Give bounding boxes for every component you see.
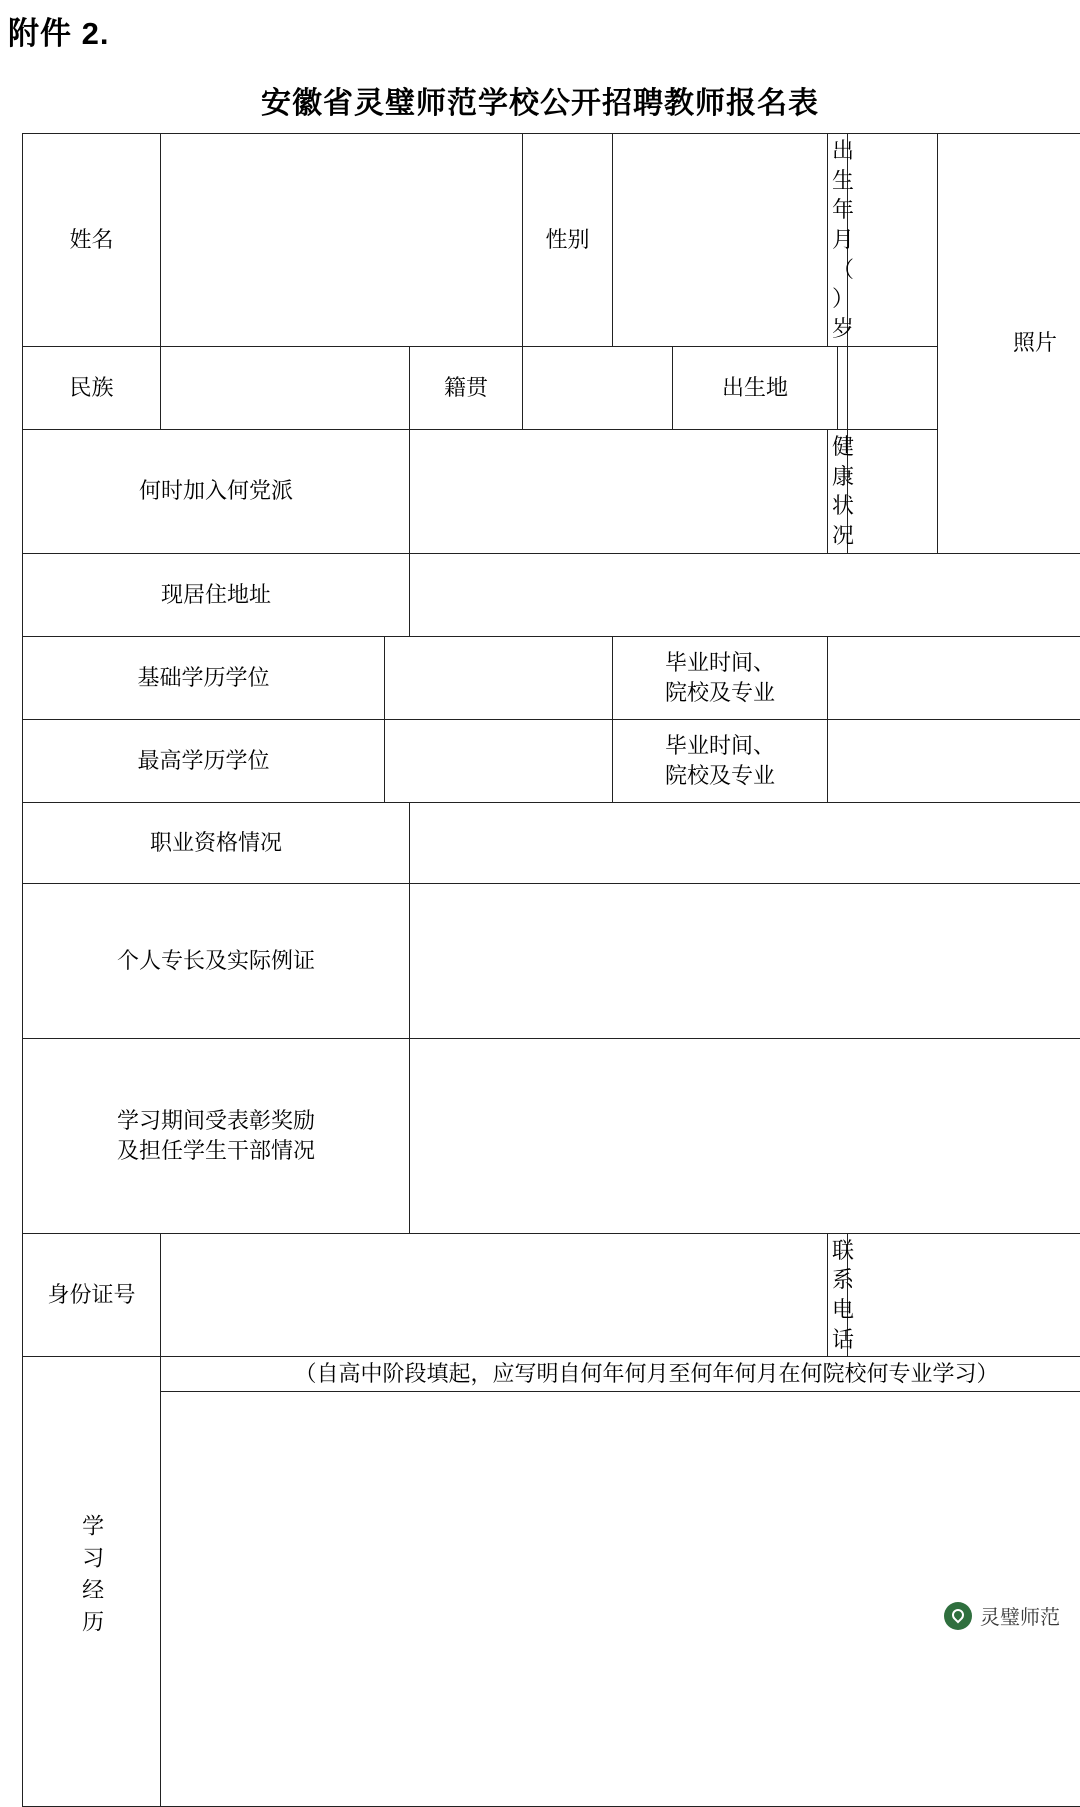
- footer-badge-label: 灵璧师范: [980, 1601, 1060, 1630]
- field-health[interactable]: [848, 429, 938, 553]
- table-row: [23, 346, 1080, 429]
- label-highest-grad-info-line2: 院校及专业: [617, 761, 823, 791]
- photo-cell[interactable]: 照片: [938, 134, 1080, 554]
- field-party-join[interactable]: [410, 429, 828, 553]
- label-birth-place: 出生地: [673, 346, 838, 429]
- label-awards-line1: 学习期间受表彰奖励: [27, 1106, 405, 1136]
- page-title: 安徽省灵璧师范学校公开招聘教师报名表: [0, 78, 1080, 122]
- label-basic-education: 基础学历学位: [23, 636, 385, 719]
- table-row: [23, 134, 1080, 347]
- label-basic-grad-info: [613, 636, 828, 719]
- field-basic-grad-info[interactable]: [828, 636, 1080, 719]
- field-id-number[interactable]: [161, 1233, 828, 1357]
- label-awards: [23, 1038, 410, 1233]
- table-row: [23, 1233, 1080, 1357]
- field-name[interactable]: [161, 134, 523, 347]
- label-gender: 性别: [523, 134, 613, 347]
- label-basic-grad-info-line2: 院校及专业: [617, 678, 823, 708]
- footer-badge: [944, 1601, 1060, 1630]
- label-birth-date-line1: 出生年月: [832, 136, 843, 255]
- label-highest-grad-info-line1: 毕业时间、: [617, 731, 823, 761]
- table-row: [23, 636, 1080, 719]
- label-phone: 联系电话: [828, 1233, 848, 1357]
- field-phone[interactable]: [848, 1233, 1080, 1357]
- label-name: 姓名: [23, 134, 161, 347]
- table-row: [23, 1392, 1080, 1807]
- label-specialty: 个人专长及实际例证: [23, 883, 410, 1038]
- field-birth-place[interactable]: [838, 346, 848, 429]
- field-specialty[interactable]: [410, 883, 1080, 1038]
- label-birth-age: （ ）岁: [832, 255, 843, 344]
- label-native-place: 籍贯: [410, 346, 523, 429]
- table-row: [23, 1357, 1080, 1392]
- field-native-place[interactable]: [523, 346, 673, 429]
- label-highest-grad-info: [613, 719, 828, 802]
- label-current-address: 现居住地址: [23, 553, 410, 636]
- label-basic-grad-info-line1: 毕业时间、: [617, 648, 823, 678]
- table-row: [23, 1038, 1080, 1233]
- field-highest-education[interactable]: [385, 719, 613, 802]
- field-current-address[interactable]: [410, 553, 1080, 636]
- registration-form-table: [22, 133, 1080, 1807]
- table-row: [23, 883, 1080, 1038]
- label-highest-education: 最高学历学位: [23, 719, 385, 802]
- label-ethnicity: 民族: [23, 346, 161, 429]
- field-awards[interactable]: [410, 1038, 1080, 1233]
- label-birth-date: [828, 134, 848, 347]
- table-row: [23, 802, 1080, 883]
- label-study-experience-text: 学习经历: [79, 1514, 103, 1642]
- table-row: [23, 719, 1080, 802]
- field-basic-education[interactable]: [385, 636, 613, 719]
- label-health: 健康状况: [828, 429, 848, 553]
- label-awards-line2: 及担任学生干部情况: [27, 1136, 405, 1166]
- field-highest-grad-info[interactable]: [828, 719, 1080, 802]
- label-study-experience: [23, 1357, 161, 1807]
- field-ethnicity[interactable]: [161, 346, 410, 429]
- wechat-logo-icon: [944, 1602, 972, 1630]
- label-party-join: 何时加入何党派: [23, 429, 410, 553]
- table-row: [23, 553, 1080, 636]
- attachment-label: 附件 2.: [8, 8, 109, 53]
- table-row: [23, 429, 1080, 553]
- field-gender[interactable]: [613, 134, 828, 347]
- field-birth-date[interactable]: [848, 134, 938, 347]
- field-study-experience[interactable]: [161, 1392, 1080, 1807]
- label-professional-qualification: 职业资格情况: [23, 802, 410, 883]
- field-professional-qualification[interactable]: [410, 802, 1080, 883]
- label-id-number: 身份证号: [23, 1233, 161, 1357]
- study-note: （自高中阶段填起，应写明自何年何月至何年何月在何院校何专业学习）: [161, 1357, 1080, 1392]
